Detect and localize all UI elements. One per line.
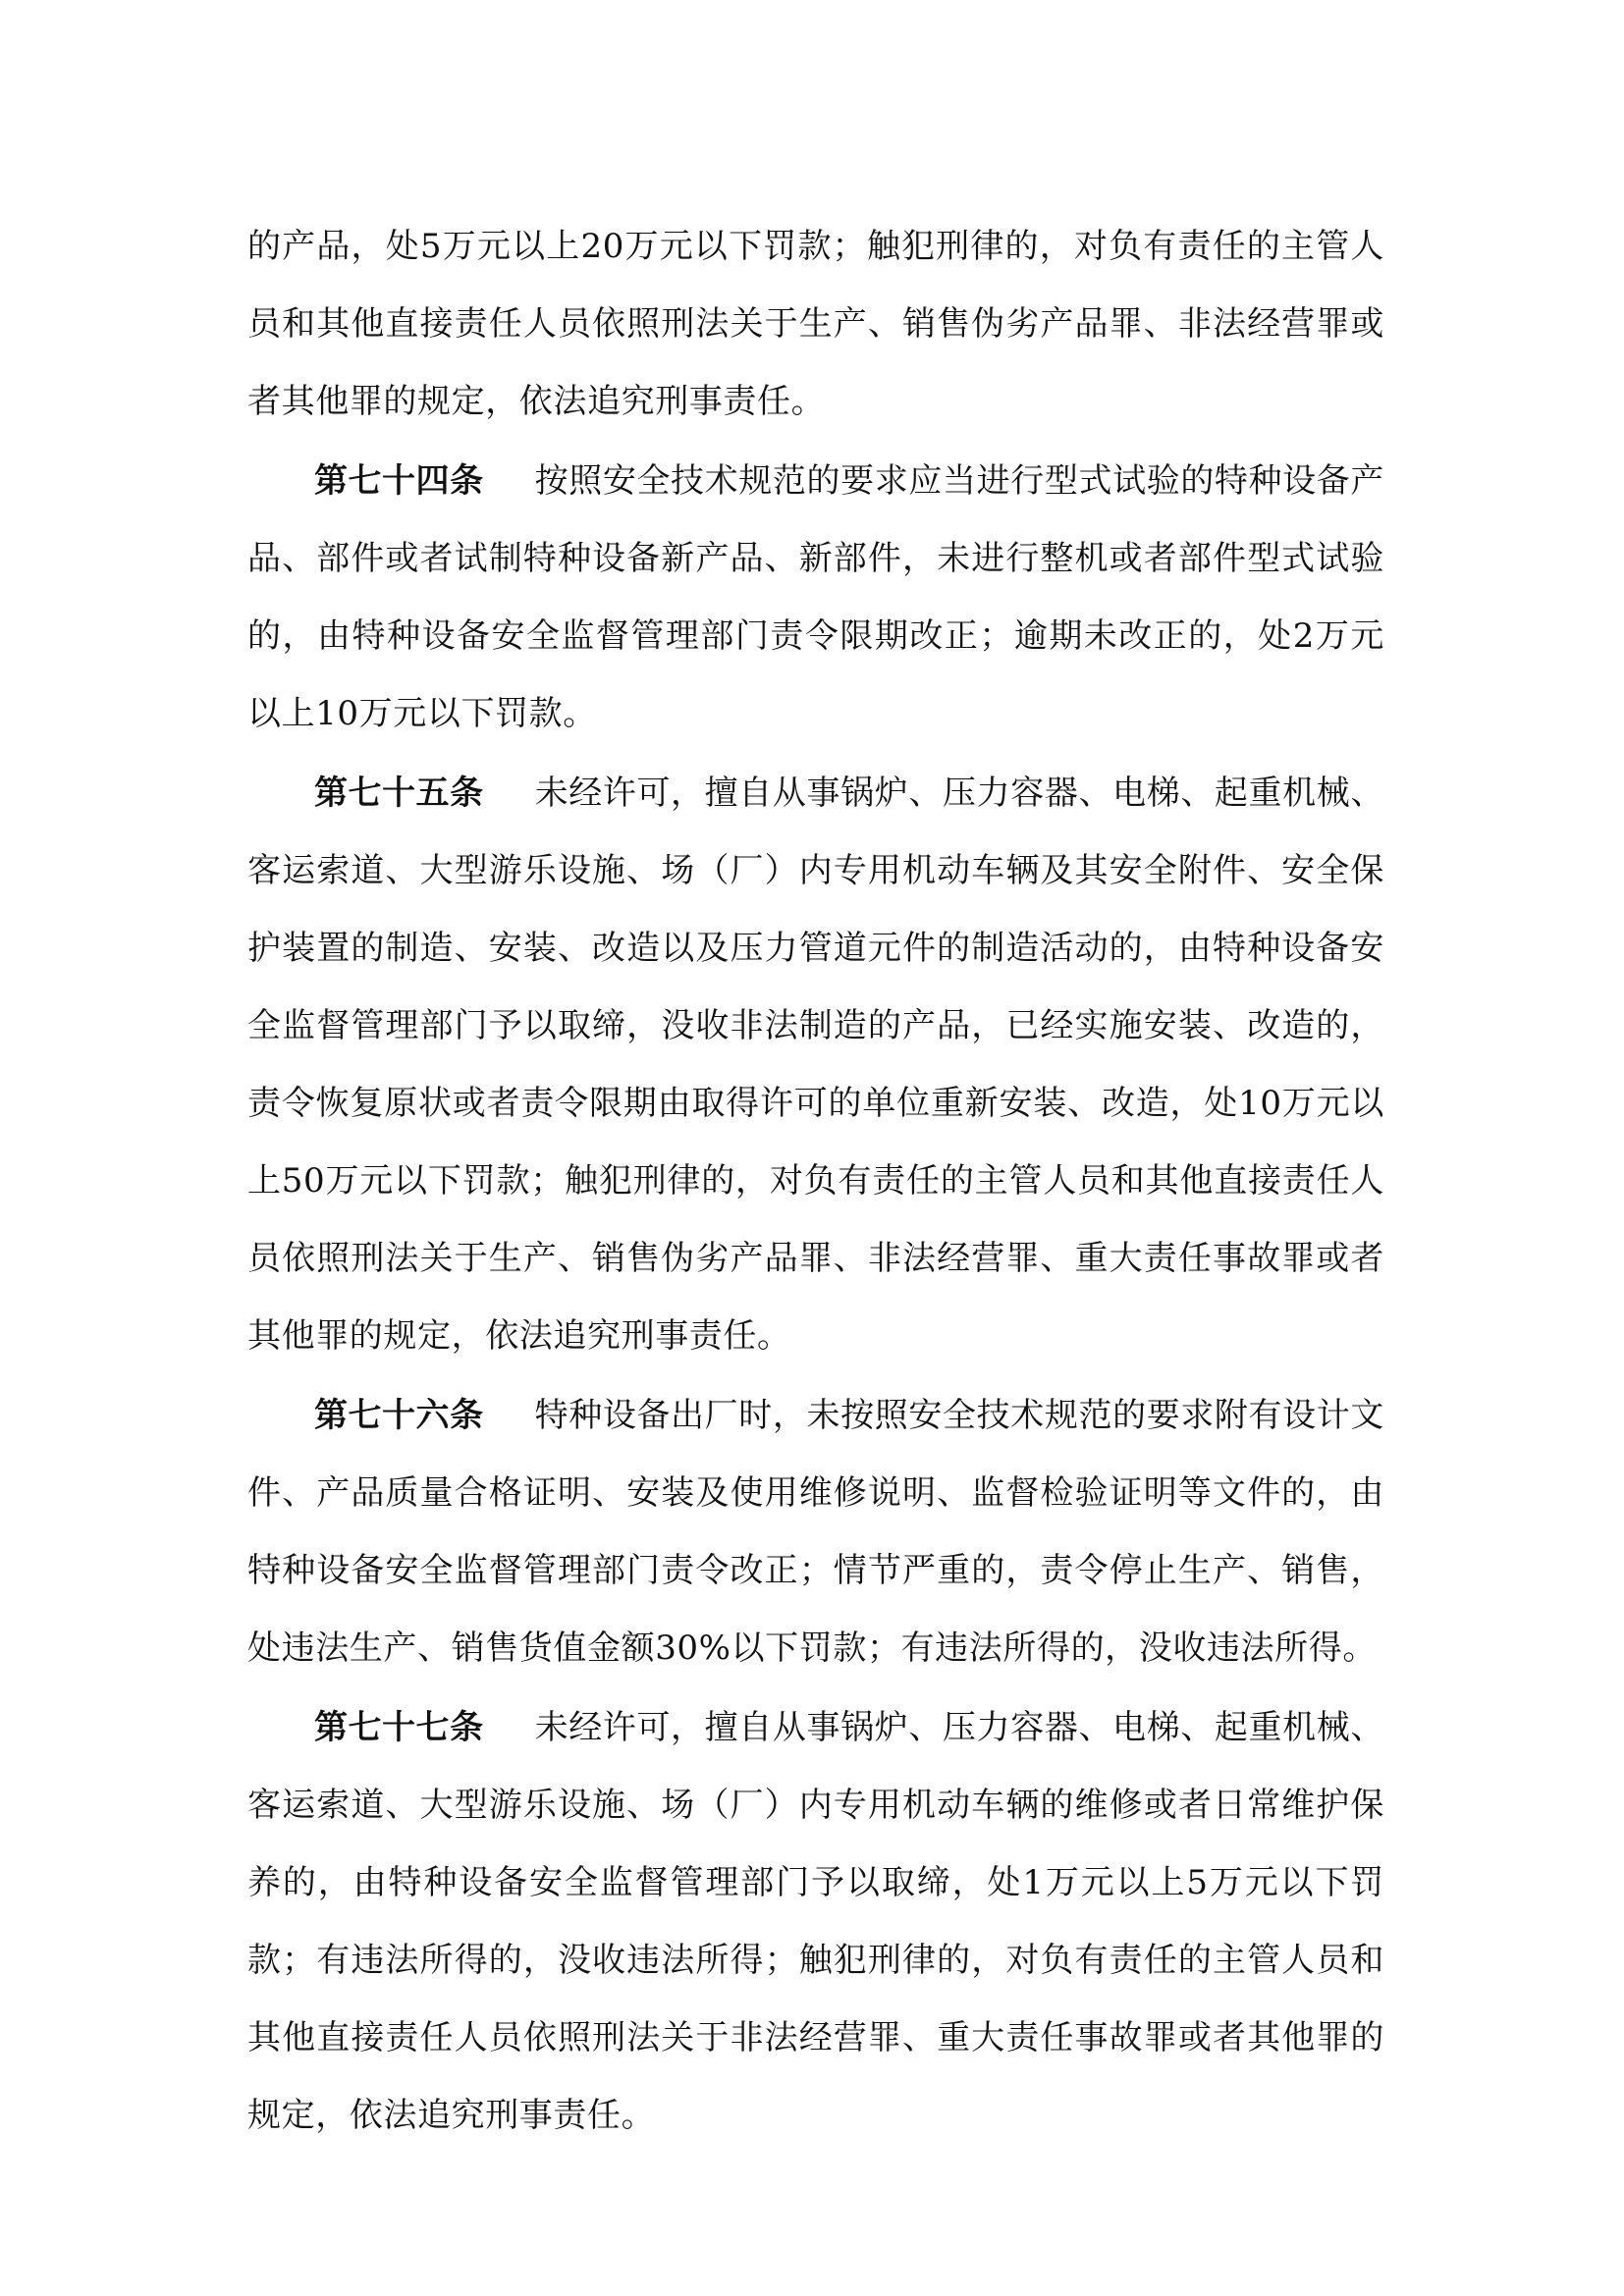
article-heading: 第七十六条 <box>314 1396 484 1435</box>
article-heading: 第七十四条 <box>314 461 484 501</box>
article-heading: 第七十五条 <box>314 774 484 813</box>
article-76 <box>247 1377 1384 1687</box>
continuation-paragraph: 的产品，处5万元以上20万元以下罚款；触犯刑律的，对负有责任的主管人员和其他直接责任人员依照刑法关于生产、销售伪劣产品罪、非法经营罪或者其他罪的规定，依法追究刑事责任。 <box>247 227 1384 421</box>
article-body: 特种设备出厂时，未按照安全技术规范的要求附有设计文件、产品质量合格证明、安装及使用维修说明、监督检验证明等文件的，由特种设备安全监督管理部门责令改正；情节严重的，责令停止生产、销售，处违法生产、销售货值金额30%以下罚款；有违法所得的，没收违法所得。 <box>247 1396 1385 1668</box>
article-heading: 第七十七条 <box>314 1708 484 1747</box>
article-74 <box>247 443 1384 753</box>
article-77 <box>247 1689 1384 2155</box>
document-page <box>247 208 1384 2157</box>
article-75 <box>247 755 1384 1375</box>
article-body: 按照安全技术规范的要求应当进行型式试验的特种设备产品、部件或者试制特种设备新产品、新部件，未进行整机或者部件型式试验的，由特种设备安全监督管理部门责令限期改正；逾期未改正的，处2万元以上10万元以下罚款。 <box>247 461 1385 733</box>
article-body: 未经许可，擅自从事锅炉、压力容器、电梯、起重机械、客运索道、大型游乐设施、场（厂）内专用机动车辆及其安全附件、安全保护装置的制造、安装、改造以及压力管道元件的制造活动的，由特种设备安全监督管理部门予以取缔，没收非法制造的产品，已经实施安装、改造的，责令恢复原状或者责令限期由取得许可的单位重新安装、改造，处10万元以上50万元以下罚款；触犯刑律的，对负有责任的主管人员和其他直接责任人员依照刑法关于生产、销售伪劣产品罪、非法经营罪、重大责任事故罪或者其他罪的规定，依法追究刑事责任。 <box>247 774 1385 1356</box>
article-body: 未经许可，擅自从事锅炉、压力容器、电梯、起重机械、客运索道、大型游乐设施、场（厂）内专用机动车辆的维修或者日常维护保养的，由特种设备安全监督管理部门予以取缔，处1万元以上5万元以下罚款；有违法所得的，没收违法所得；触犯刑律的，对负有责任的主管人员和其他直接责任人员依照刑法关于非法经营罪、重大责任事故罪或者其他罪的规定，依法追究刑事责任。 <box>247 1708 1385 2135</box>
